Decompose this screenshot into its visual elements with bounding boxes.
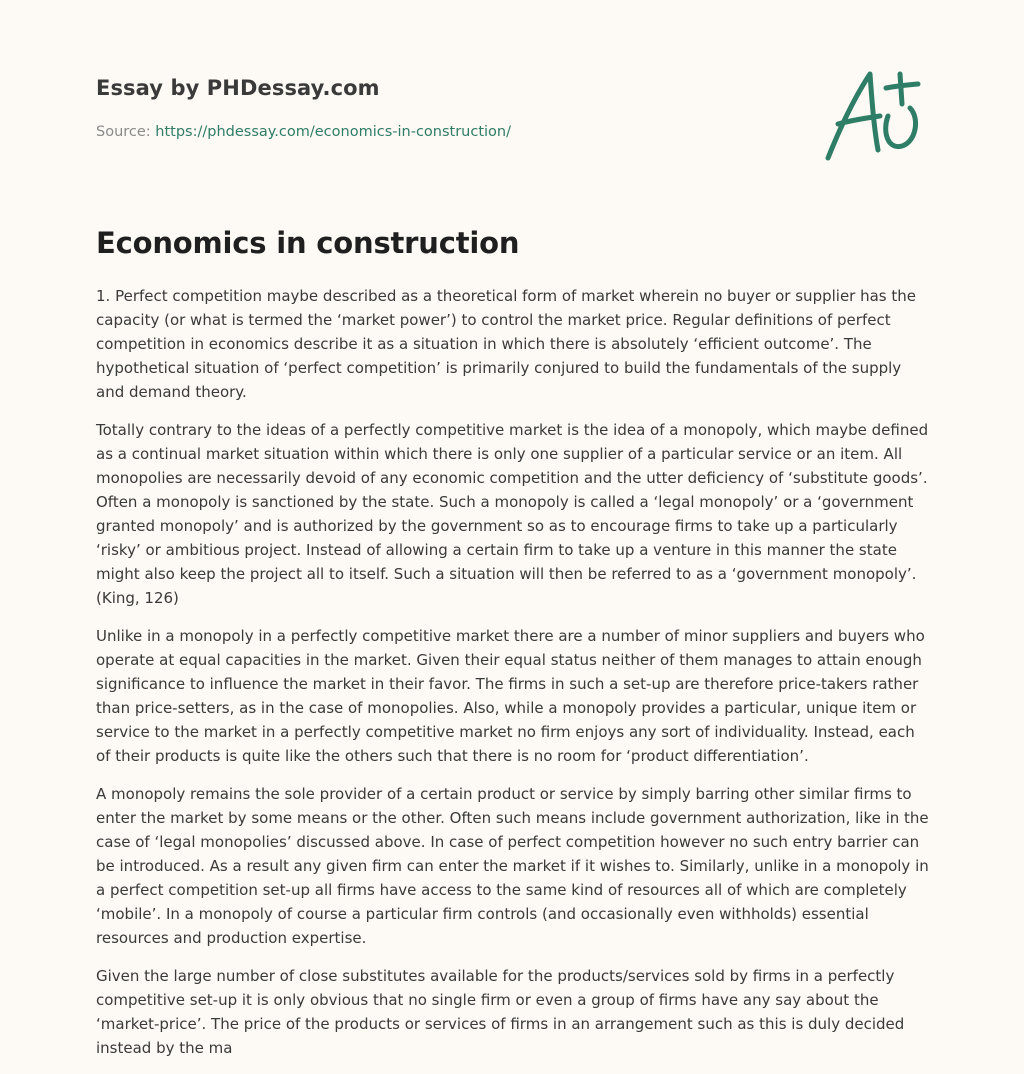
source-label: Source:	[96, 124, 156, 140]
essay-paragraph: A monopoly remains the sole provider of a certain product or service by simply barring other similar firms to enter the market by some means or the other. Often such means include government authorization, like in the case of ‘legal monopolies’ discussed above. In case of perfect competition however no such entry barrier can be introduced. As a result any given firm can enter the market if it wishes to. Similarly, unlike in a monopoly in a perfect competition set-up all firms have access to the same kind of resources all of which are completely ‘mobile’. In a monopoly of course a particular firm controls (and occasionally even withholds) essential resources and production expertise.	[96, 785, 929, 947]
page-title: Economics in construction	[96, 226, 520, 260]
site-brand: Essay by PHDessay.com	[96, 76, 380, 100]
essay-paragraph: Given the large number of close substitutes available for the products/services sold by firms in a perfectly competitive set-up it is only obvious that no single firm or even a group of firms have any say about the ‘market-price’. The price of the products or services of firms in an arrangement such as this is duly decided instead by the ma	[96, 967, 905, 1057]
essay-paragraph: 1. Perfect competition maybe described as a theoretical form of market wherein no buyer or supplier has the capacity (or what is termed the ‘market power’) to control the market price. Regular definitions of perfect competition in economics describe it as a situation in which there is absolutely ‘efficient outcome’. The hypothetical situation of ‘perfect competition’ is primarily conjured to build the fundamentals of the supply and demand theory.	[96, 287, 917, 401]
source-line	[96, 124, 511, 140]
a-plus-icon	[818, 66, 928, 166]
essay-paragraph: Totally contrary to the ideas of a perfectly competitive market is the idea of a monopoly, which maybe defined as a continual market situation within which there is only one supplier of a particular service or an item. All monopolies are necessarily devoid of any economic competition and the utter deficiency of ‘substitute goods’. Often a monopoly is sanctioned by the state. Such a monopoly is called a ‘legal monopoly’ or a ‘government granted monopoly’ and is authorized by the government so as to encourage firms to take up a particularly ‘risky’ or ambitious project. Instead of allowing a certain firm to take up a venture in this manner the state might also keep the project all to itself. Such a situation will then be referred to as a ‘government monopoly’. (King, 126)	[96, 421, 929, 607]
essay-body	[96, 284, 930, 1074]
source-link[interactable]: https://phdessay.com/economics-in-construction/	[155, 124, 512, 140]
essay-paragraph: Unlike in a monopoly in a perfectly competitive market there are a number of minor suppliers and buyers who operate at equal capacities in the market. Given their equal status neither of them manages to attain enough significance to influence the market in their favor. The firms in such a set-up are therefore price-takers rather than price-setters, as in the case of monopolies. Also, while a monopoly provides a particular, unique item or service to the market in a perfectly competitive market no firm enjoys any sort of individuality. Instead, each of their products is quite like the others such that there is no room for ‘product differentiation’.	[96, 627, 925, 765]
